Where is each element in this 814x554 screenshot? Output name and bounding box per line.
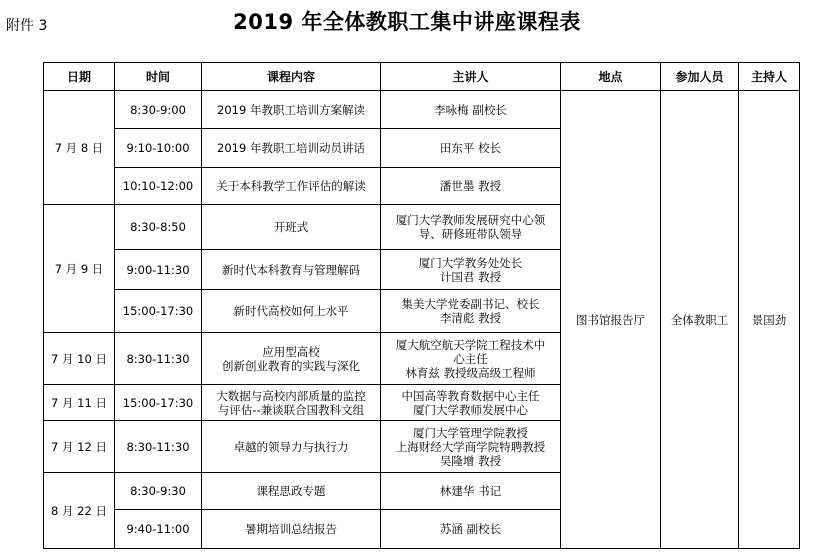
header-host: 主持人 [739, 63, 800, 91]
schedule-table [43, 62, 800, 549]
page-title: 2019 年全体教职工集中讲座课程表 [233, 10, 581, 34]
content-cell-line: 暑期培训总结报告 [245, 522, 337, 536]
header-location: 地点 [561, 63, 661, 91]
content-cell [202, 333, 381, 385]
speaker-cell-line: 林育兹 教授级高级工程师 [405, 365, 536, 380]
time-cell: 8:30-11:30 [115, 333, 202, 385]
content-cell-line: 与评估--兼谈联合国教科文组 [217, 402, 365, 417]
speaker-cell-line: 厦门大学教师发展研究中心领 [395, 213, 546, 227]
speaker-cell [381, 421, 561, 473]
time-cell: 15:00-17:30 [115, 290, 202, 333]
content-cell-line: 2019 年教职工培训动员讲话 [217, 141, 365, 155]
speaker-cell [381, 385, 561, 421]
time-cell: 10:10-12:00 [115, 168, 202, 205]
content-cell [202, 290, 381, 333]
date-cell: 7 月 11 日 [44, 385, 115, 421]
speaker-cell-line: 厦门大学教师发展中心 [413, 402, 528, 417]
content-cell [202, 421, 381, 473]
speaker-cell-line: 田东平 校长 [439, 141, 502, 155]
participants-cell: 全体教职工 [661, 91, 739, 549]
content-cell [202, 473, 381, 510]
date-cell: 7 月 8 日 [44, 91, 115, 205]
speaker-cell-line: 厦门大学教务处处长 [418, 255, 523, 270]
time-cell: 9:40-11:00 [115, 510, 202, 549]
speaker-cell-line: 导、研修班带队领导 [418, 227, 523, 241]
header-content: 课程内容 [202, 63, 381, 91]
date-cell: 8 月 22 日 [44, 473, 115, 549]
speaker-cell [381, 333, 561, 385]
speaker-cell [381, 129, 561, 168]
speaker-cell-line: 吴隆增 教授 [439, 453, 502, 468]
speaker-cell-line: 李清彪 教授 [439, 311, 502, 325]
time-cell: 9:10-10:00 [115, 129, 202, 168]
content-cell-line: 大数据与高校内部质量的监控 [216, 388, 366, 403]
content-cell [202, 205, 381, 250]
speaker-cell [381, 250, 561, 290]
content-cell-line: 创新创业教育的实践与深化 [222, 358, 360, 373]
speaker-cell-line: 苏涵 副校长 [439, 522, 502, 536]
location-cell: 图书馆报告厅 [561, 91, 661, 549]
content-cell-line: 课程思政专题 [256, 484, 326, 498]
speaker-cell-line: 厦大航空航天学院工程技术中 [395, 337, 546, 352]
table-row [44, 91, 800, 129]
time-cell: 8:30-11:30 [115, 421, 202, 473]
speaker-cell-line: 潘世墨 教授 [439, 179, 502, 193]
speaker-cell [381, 91, 561, 129]
speaker-cell [381, 510, 561, 549]
content-cell-line: 应用型高校 [262, 344, 320, 359]
header-speaker: 主讲人 [381, 63, 561, 91]
time-cell: 8:30-9:00 [115, 91, 202, 129]
speaker-cell [381, 473, 561, 510]
content-cell-line: 关于本科教学工作评估的解读 [216, 179, 366, 193]
date-cell: 7 月 9 日 [44, 205, 115, 333]
content-cell-line: 2019 年教职工培训方案解读 [217, 102, 365, 117]
content-cell [202, 510, 381, 549]
speaker-cell-line: 集美大学党委副书记、校长 [401, 297, 540, 311]
content-cell [202, 250, 381, 290]
header-participants: 参加人员 [661, 63, 739, 91]
content-cell [202, 385, 381, 421]
speaker-cell [381, 290, 561, 333]
content-cell-line: 新时代高校如何上水平 [233, 304, 349, 318]
content-cell [202, 168, 381, 205]
content-cell [202, 129, 381, 168]
content-cell [202, 91, 381, 129]
host-cell: 景国劲 [739, 91, 800, 549]
speaker-cell [381, 168, 561, 205]
header-row [44, 63, 800, 91]
attachment-label: 附件 3 [6, 18, 48, 34]
time-cell: 9:00-11:30 [115, 250, 202, 290]
speaker-cell-line: 林建华 书记 [439, 484, 502, 498]
speaker-cell-line: 心主任 [453, 351, 488, 366]
date-cell: 7 月 12 日 [44, 421, 115, 473]
time-cell: 8:30-9:30 [115, 473, 202, 510]
content-cell-line: 新时代本科教育与管理解码 [222, 262, 360, 277]
speaker-cell-line: 计国君 教授 [439, 269, 502, 284]
speaker-cell [381, 205, 561, 250]
header-time: 时间 [115, 63, 202, 91]
speaker-cell-line: 李咏梅 副校长 [434, 102, 507, 117]
date-cell: 7 月 10 日 [44, 333, 115, 385]
schedule-body [44, 91, 800, 549]
speaker-cell-line: 上海财经大学商学院特聘教授 [395, 439, 546, 454]
speaker-cell-line: 厦门大学管理学院教授 [413, 425, 528, 440]
content-cell-line: 卓越的领导力与执行力 [233, 439, 349, 454]
time-cell: 8:30-8:50 [115, 205, 202, 250]
header-date: 日期 [44, 63, 115, 91]
content-cell-line: 开班式 [273, 220, 309, 234]
time-cell: 15:00-17:30 [115, 385, 202, 421]
speaker-cell-line: 中国高等教育数据中心主任 [401, 388, 540, 403]
